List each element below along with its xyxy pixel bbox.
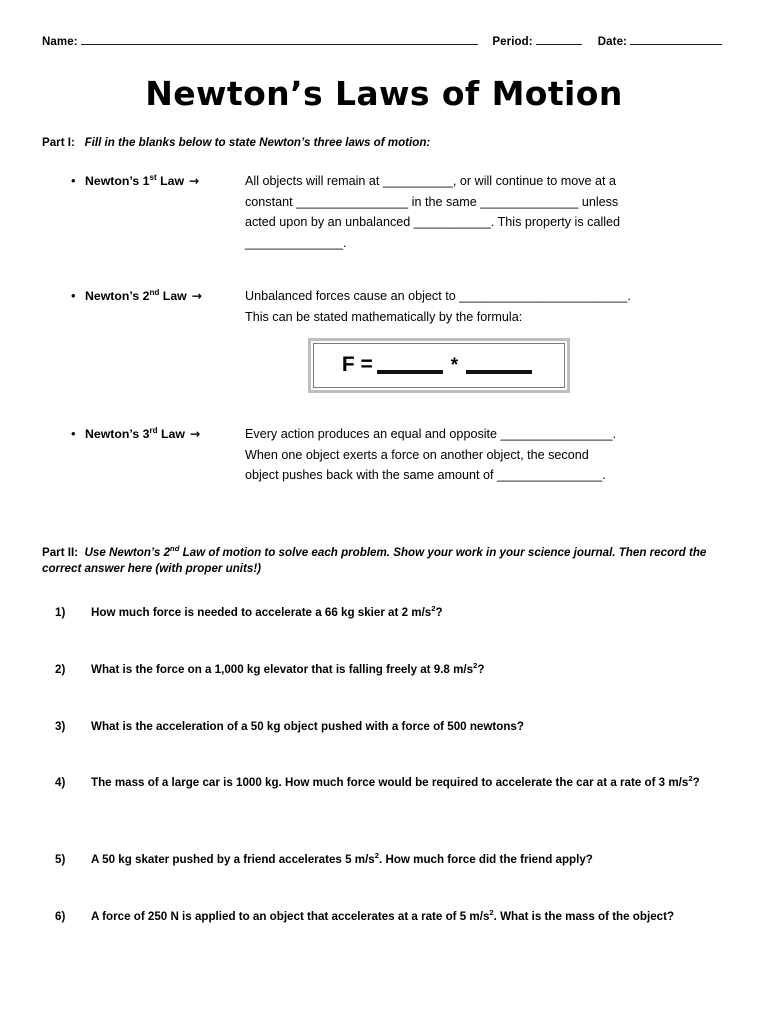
problem-text-a: A force of 250 N is applied to an object that accelerates at a rate of 5 m/s <box>91 910 490 923</box>
right-arrow-icon: → <box>189 427 201 441</box>
problem-superscript: 2 <box>489 908 494 918</box>
law-label-text: Newton’s 1 <box>85 174 150 188</box>
problem-text-b: . What is the mass of the object? <box>493 910 675 923</box>
law-text-third <box>245 424 722 486</box>
part-2-instructions-a: Use Newton’s 2 <box>84 546 171 559</box>
problem-text-a: What is the force on a 1,000 kg elevator that is falling freely at 9.8 m/s <box>91 663 474 676</box>
problem-text <box>91 851 722 869</box>
law-label-text: Newton’s 3 <box>85 427 150 441</box>
ordinal-suffix: rd <box>149 425 158 435</box>
problem-item <box>55 661 722 679</box>
problem-item <box>55 718 722 736</box>
law-label-second <box>85 286 245 306</box>
problem-text <box>91 774 722 792</box>
formula-blank-acceleration[interactable] <box>466 370 532 374</box>
law-label-suffix: Law <box>156 174 185 188</box>
law-label-first <box>85 171 245 191</box>
problem-number: 3) <box>55 720 66 733</box>
problem-item <box>55 774 722 792</box>
problem-text-b: ? <box>435 606 443 619</box>
law-line: acted upon by an unbalanced ___________. This property is called <box>245 215 621 229</box>
formula-box-inner <box>313 343 565 388</box>
law-text-second <box>245 286 722 327</box>
law-item-second <box>70 286 722 327</box>
law-line: Every action produces an equal and opposite ________________. <box>245 427 617 441</box>
problem-text-a: A 50 kg skater pushed by a friend accelerates 5 m/s <box>91 853 375 866</box>
part-2-tag: Part II: <box>42 546 79 559</box>
name-blank-field[interactable] <box>81 33 479 45</box>
part-1-tag: Part I: <box>42 136 75 149</box>
law-label-suffix: Law <box>159 289 187 303</box>
part-1-heading <box>42 135 722 151</box>
problem-text-b: ? <box>477 663 485 676</box>
problem-item <box>55 851 722 869</box>
formula-blank-mass[interactable] <box>377 370 443 374</box>
problem-superscript: 2 <box>473 661 478 671</box>
name-label: Name: <box>42 36 78 48</box>
law-line: constant ________________ in the same ______________ unless <box>245 194 619 209</box>
problem-text-a: What is the acceleration of a 50 kg object pushed with a force of 500 newtons? <box>91 720 524 733</box>
student-info-line <box>42 33 722 48</box>
law-label-suffix: Law <box>157 427 185 441</box>
law-text-first <box>245 171 722 253</box>
problem-number: 2) <box>55 663 66 676</box>
law-label-text: Newton’s 2 <box>85 289 150 303</box>
formula-box <box>308 338 570 393</box>
formula-content <box>342 353 536 379</box>
problem-text-a: How much force is needed to accelerate a 66 kg skier at 2 m/s <box>91 606 432 619</box>
bullet-icon: • <box>71 173 76 188</box>
law-line: object pushes back with the same amount of _______________. <box>245 468 606 482</box>
part-2-instructions-b: Law of motion to solve each problem. Show your work in your science journal. Then <box>179 546 647 559</box>
problem-number: 6) <box>55 910 66 923</box>
law-label-third <box>85 424 245 444</box>
problem-superscript: 2 <box>688 774 693 784</box>
law-line: Unbalanced forces cause an object to ________________________. <box>245 289 631 303</box>
law-line: All objects will remain at __________, or will continue to move at a <box>245 174 617 188</box>
part-2-heading <box>42 545 722 578</box>
ordinal-suffix: nd <box>149 287 160 297</box>
period-label: Period: <box>492 36 533 48</box>
formula-operator: * <box>450 354 459 376</box>
right-arrow-icon: → <box>189 174 200 188</box>
part-1-instructions: Fill in the blanks below to state Newton’s three laws of motion: <box>84 136 431 149</box>
law-line: When one object exerts a force on another object, the second <box>245 447 589 462</box>
law-item-third <box>70 424 722 486</box>
problem-superscript: 2 <box>431 604 436 614</box>
law-line: This can be stated mathematically by the formula: <box>245 309 523 324</box>
period-blank-field[interactable] <box>536 33 582 45</box>
problem-text <box>91 718 722 736</box>
problem-number: 1) <box>55 606 66 619</box>
date-blank-field[interactable] <box>630 33 722 45</box>
problem-superscript: 2 <box>374 851 380 861</box>
bullet-icon: • <box>71 288 76 303</box>
ordinal-suffix: st <box>149 172 157 182</box>
problem-text-b: . How much force did the friend apply? <box>379 853 593 866</box>
law-item-first <box>70 171 722 253</box>
problem-text <box>91 908 722 926</box>
problem-number: 5) <box>55 853 66 866</box>
page-title: Newton’s Laws of Motion <box>145 74 623 113</box>
right-arrow-icon: → <box>191 289 203 303</box>
problem-number: 4) <box>55 776 66 789</box>
date-label: Date: <box>597 36 627 48</box>
problem-text-b: ? <box>692 776 700 789</box>
problem-item <box>55 604 722 622</box>
bullet-icon: • <box>71 426 76 441</box>
problem-text <box>91 604 722 622</box>
part-2-instructions-line2: record the correct answer here (with proper units!) <box>42 546 707 576</box>
law-line: ______________. <box>245 235 347 250</box>
problem-text-a: The mass of a large car is 1000 kg. How much force would be required to accelerate the car at a rate of 3 m/s <box>91 776 689 789</box>
problem-text <box>91 661 722 679</box>
problem-item <box>55 908 722 926</box>
ordinal-suffix: nd <box>170 544 180 554</box>
formula-lead-text: F = <box>341 352 373 376</box>
